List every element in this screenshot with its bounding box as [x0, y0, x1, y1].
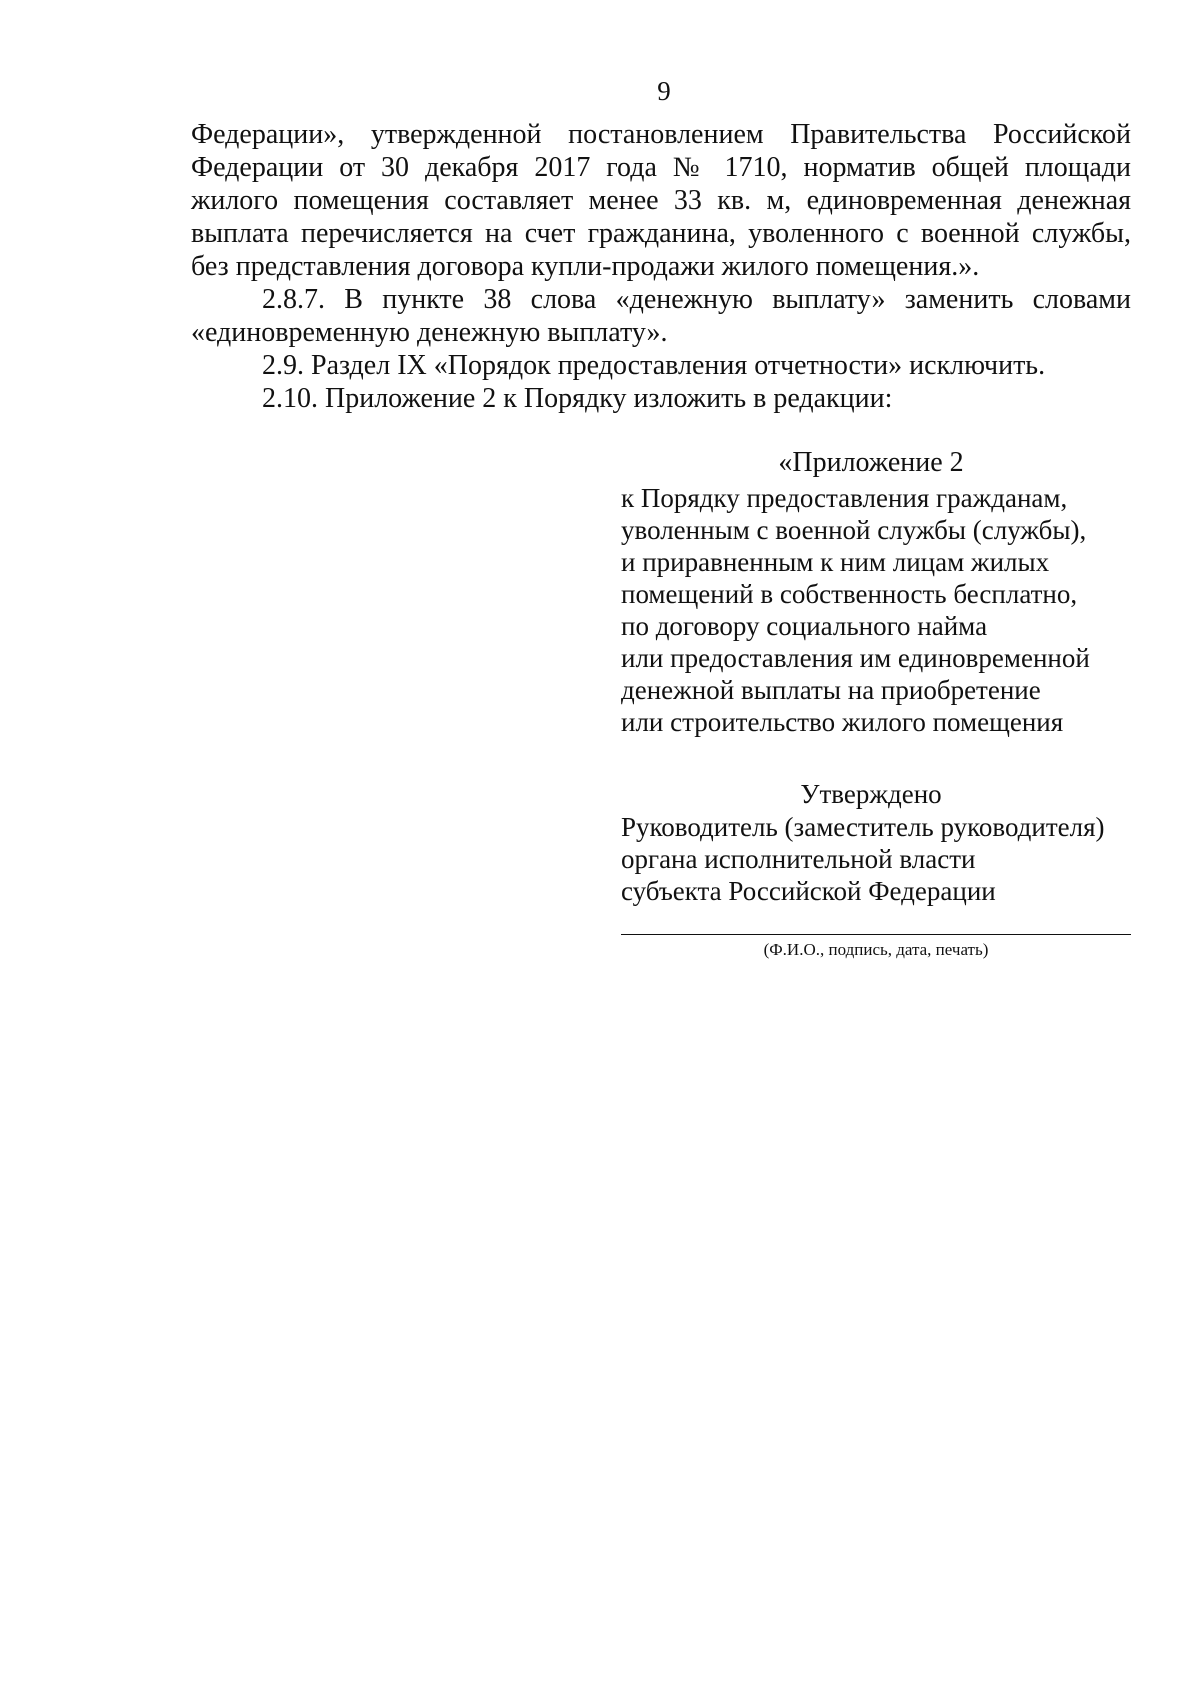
paragraph-line: без представления договора купли-продажи жилого помещения.».: [191, 251, 980, 282]
appendix-title: «Приложение 2: [778, 447, 964, 478]
approval-title: Утверждено: [800, 779, 942, 809]
main-text: [191, 118, 1131, 415]
paragraph-line: Федерации от 30 декабря 2017 года № 1710, норматив общей площади: [191, 152, 1131, 183]
signature-caption: (Ф.И.О., подпись, дата, печать): [763, 940, 989, 959]
item-2-8-7-line: 2.8.7. В пункте 38 слова «денежную выплату» заменить словами: [262, 284, 1131, 315]
appendix-line: помещений в собственность бесплатно,: [621, 579, 1078, 609]
appendix-line: по договору социального найма: [621, 611, 988, 641]
item-2-10: 2.10. Приложение 2 к Порядку изложить в редакции:: [262, 383, 893, 414]
item-2-8-7-line: «единовременную денежную выплату».: [191, 317, 668, 348]
appendix-line: уволенным с военной службы (службы),: [621, 515, 1087, 545]
item-2-9: 2.9. Раздел IX «Порядок предоставления отчетности» исключить.: [262, 350, 1046, 381]
paragraph-line: Федерации», утвержденной постановлением Правительства Российской: [191, 119, 1131, 150]
appendix-line: или строительство жилого помещения: [621, 707, 1064, 737]
approval-line: Руководитель (заместитель руководителя): [621, 812, 1105, 842]
approval-line: субъекта Российской Федерации: [621, 876, 996, 906]
appendix-description: [621, 482, 1141, 738]
approval-line: органа исполнительной власти: [621, 844, 976, 874]
approval-description: [621, 811, 1141, 907]
page-number: 9: [657, 76, 671, 106]
paragraph-line: выплата перечисляется на счет гражданина, уволенного с военной службы,: [191, 218, 1131, 249]
paragraph-line: жилого помещения составляет менее 33 кв. м, единовременная денежная: [191, 185, 1131, 216]
appendix-line: денежной выплаты на приобретение: [621, 675, 1041, 705]
appendix-line: или предоставления им единовременной: [621, 643, 1090, 673]
signature-line: [621, 934, 1131, 935]
appendix-line: и приравненным к ним лицам жилых: [621, 547, 1050, 577]
appendix-line: к Порядку предоставления гражданам,: [621, 483, 1068, 513]
